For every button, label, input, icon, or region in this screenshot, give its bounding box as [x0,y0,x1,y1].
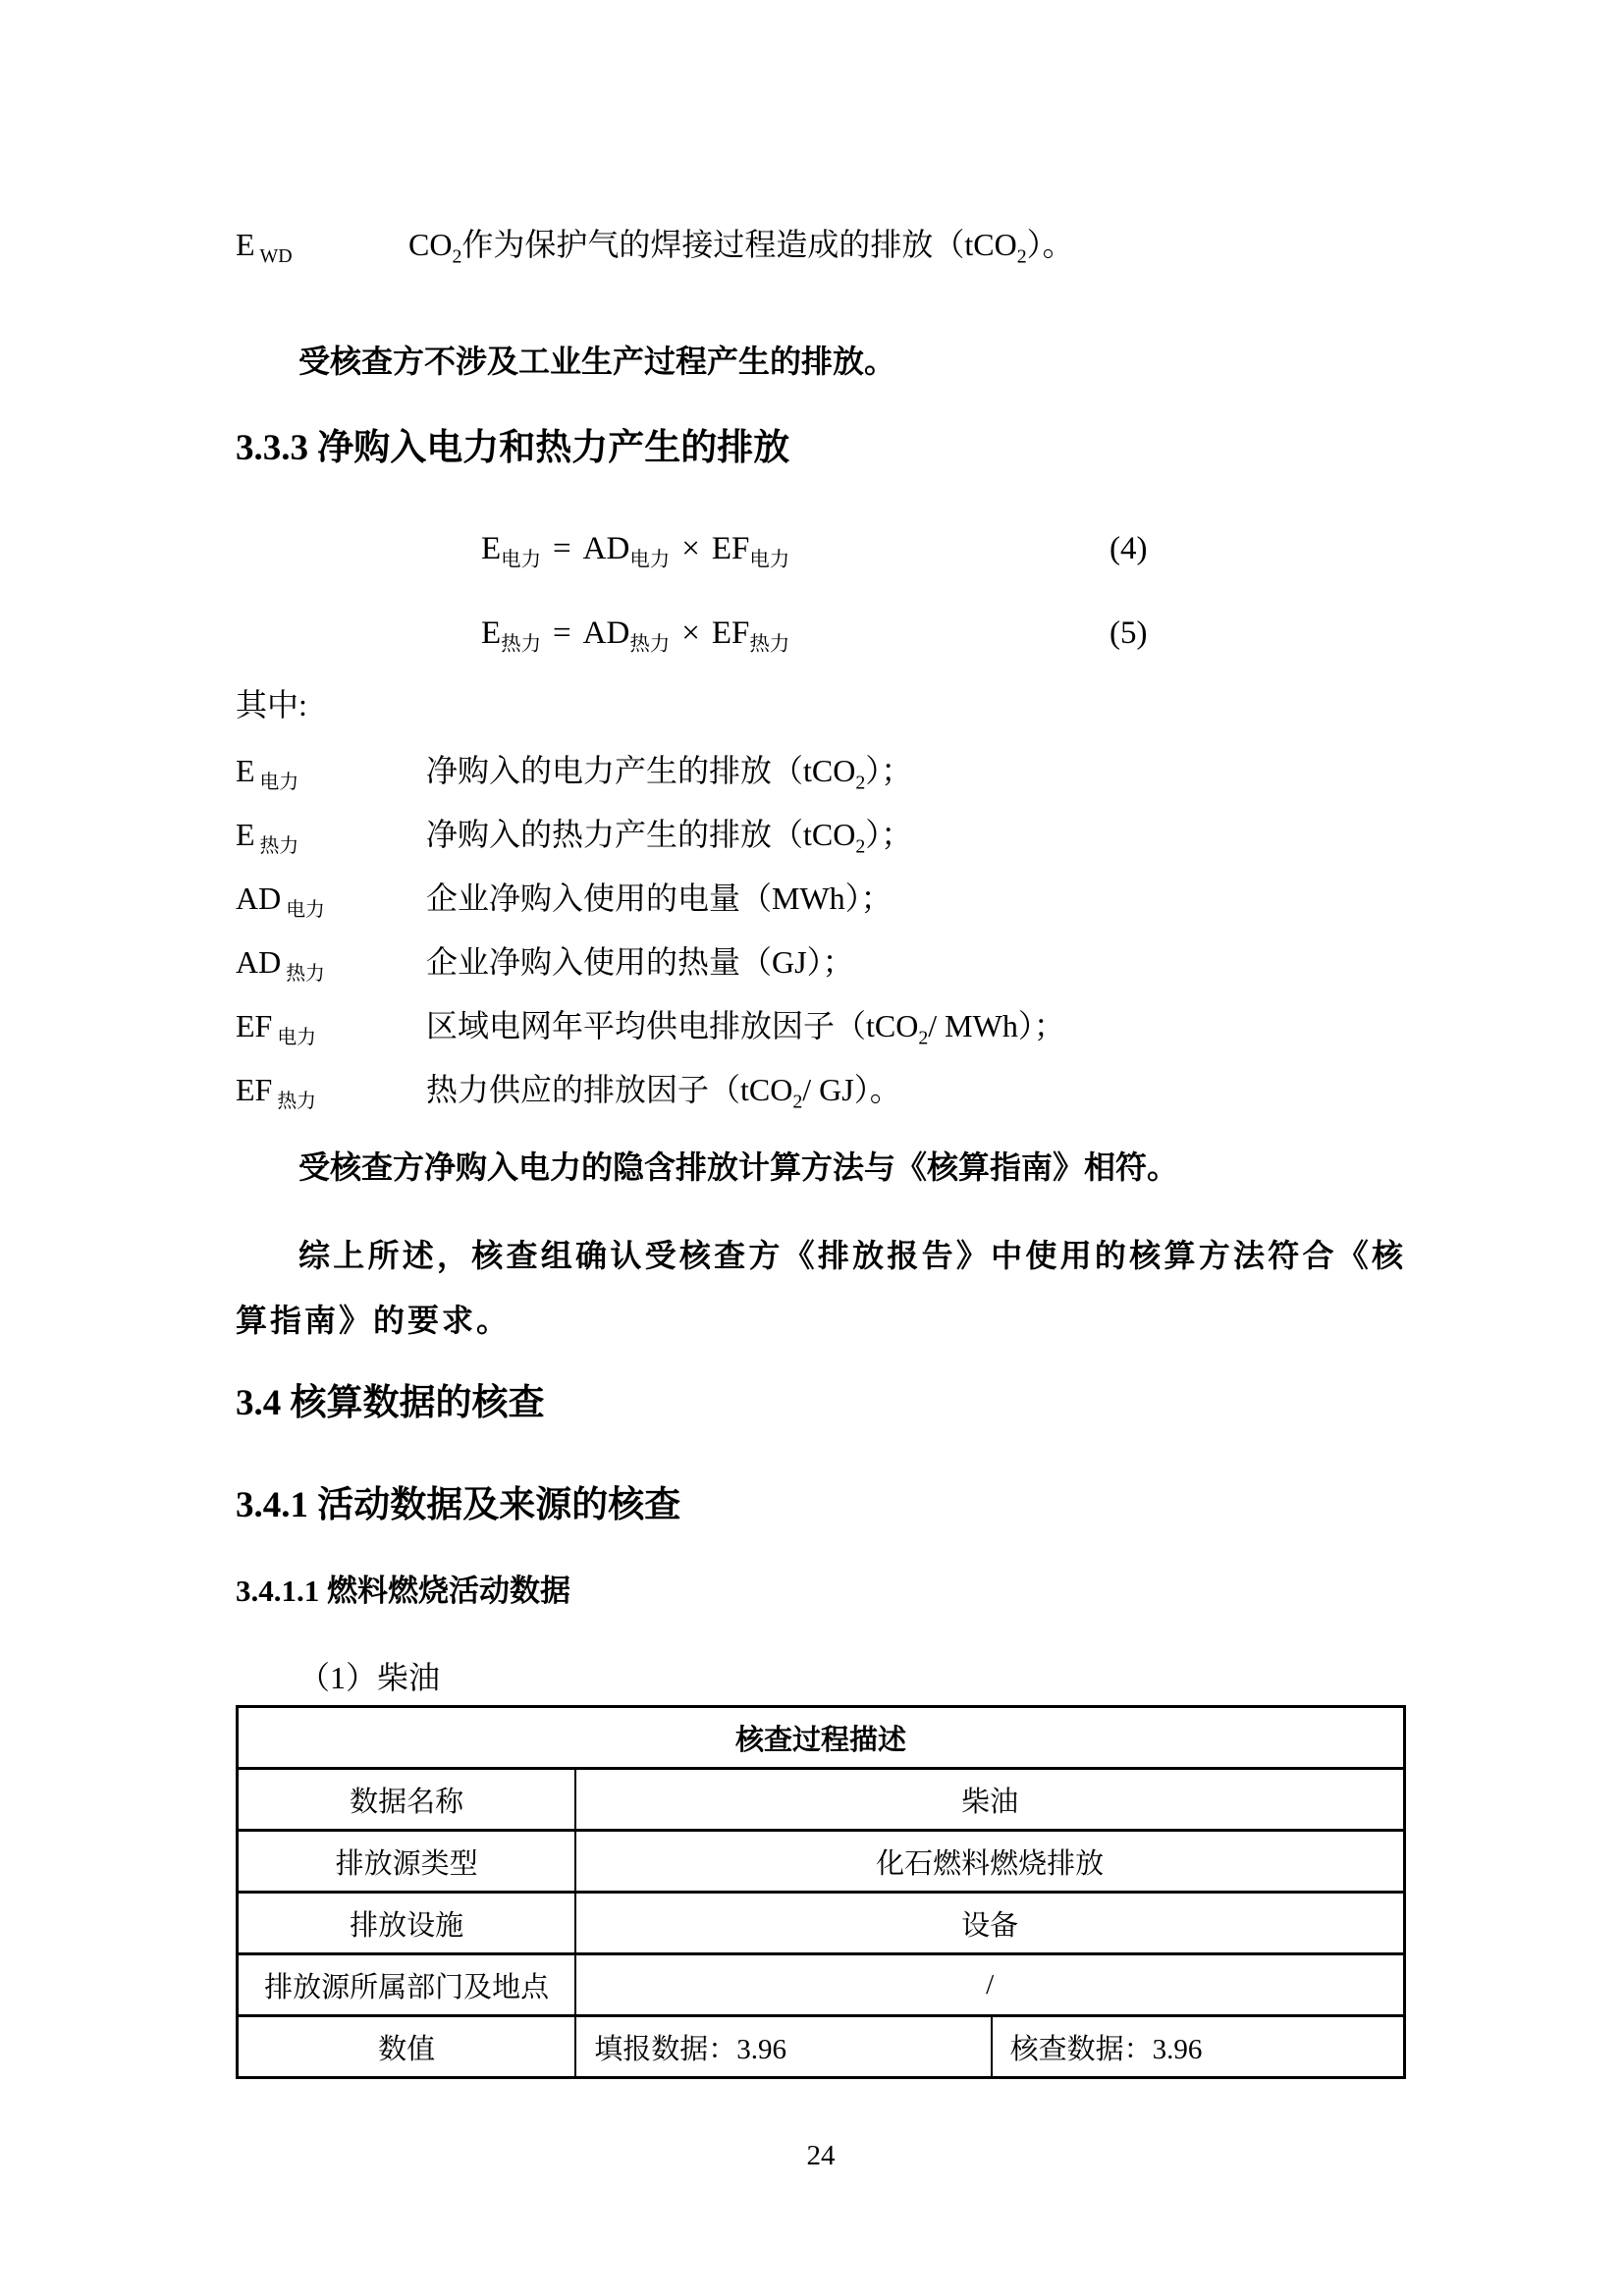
row-label: 数据名称 [238,1769,576,1831]
equation-number-5: (5) [1110,615,1148,651]
row-value: / [575,1954,1404,2016]
definition-ef-electricity: EF $_{电力}$ 区域电网年平均供电排放因子（tCO$_2$/ MWh）； [236,1008,1065,1049]
symbol-term-ewd: E $_{WD}$ [236,227,293,268]
paragraph-method-match: 受核查方净购入电力的隐含排放计算方法与《核算指南》相符。 [298,1149,1179,1185]
symbol-definition-ewd [236,224,1406,268]
definition-ad-electricity: AD $_{电力}$ 企业净购入使用的电量（MWh）； [236,881,893,922]
heading-3-3-3: 3.3.3 净购入电力和热力产生的排放 [236,428,790,468]
row-label: 数值 [238,2016,576,2078]
page-number: 24 [806,2140,836,2171]
reported-value: 填报数据：3.96 [575,2016,991,2078]
table-row [238,1831,1405,1893]
row-label: 排放设施 [238,1893,576,1954]
table-row-values [238,2016,1405,2078]
row-label: 排放源所属部门及地点 [238,1954,576,2016]
table-row [238,1769,1405,1831]
table-row [238,1893,1405,1954]
symbol-desc-ewd: $CO_2$作为保护气的焊接过程造成的排放（tCO$_2$）。 [408,227,1074,268]
verification-table [236,1705,1406,2079]
definition-e-heat: E $_{热力}$ 净购入的热力产生的排放（tCO$_2$）； [236,817,913,858]
table-row [238,1954,1405,2016]
heading-3-4: 3.4 核算数据的核查 [236,1383,545,1423]
heading-3-4-1: 3.4.1 活动数据及来源的核查 [236,1485,681,1525]
heading-3-4-1-1: 3.4.1.1 燃料燃烧活动数据 [236,1574,570,1608]
formula-heat-expression: $E_{热力} = AD_{热力} \times EF_{热力}$ [481,615,790,656]
row-value: 柴油 [575,1769,1404,1831]
row-value: 化石燃料燃烧排放 [575,1831,1404,1893]
definition-ad-heat: AD $_{热力}$ 企业净购入使用的热量（GJ）； [236,944,854,986]
equation-number-4: (4) [1110,531,1148,566]
verified-value: 核查数据：3.96 [992,2016,1405,2078]
paragraph-summary: 综上所述，核查组确认受核查方《排放报告》中使用的核算方法符合《核算指南》的要求。 [236,1238,1406,1338]
definition-e-electricity: E $_{电力}$ 净购入的电力产生的排放（tCO$_2$）； [236,753,913,794]
formula-heat [236,612,1406,655]
among-label: 其中: [236,687,307,722]
diesel-item-label: （1）柴油 [298,1660,441,1695]
row-label: 排放源类型 [238,1831,576,1893]
definition-ef-heat: EF $_{热力}$ 热力供应的排放因子（tCO$_2$/ GJ）。 [236,1072,901,1113]
row-value: 设备 [575,1893,1404,1954]
formula-electricity-expression: $E_{电力} = AD_{电力} \times EF_{电力}$ [481,531,790,571]
formula-electricity [236,527,1406,570]
paragraph-no-industrial-process: 受核查方不涉及工业生产过程产生的排放。 [298,344,896,379]
table-title: 核查过程描述 [238,1707,1405,1769]
table-header-row [238,1707,1405,1769]
